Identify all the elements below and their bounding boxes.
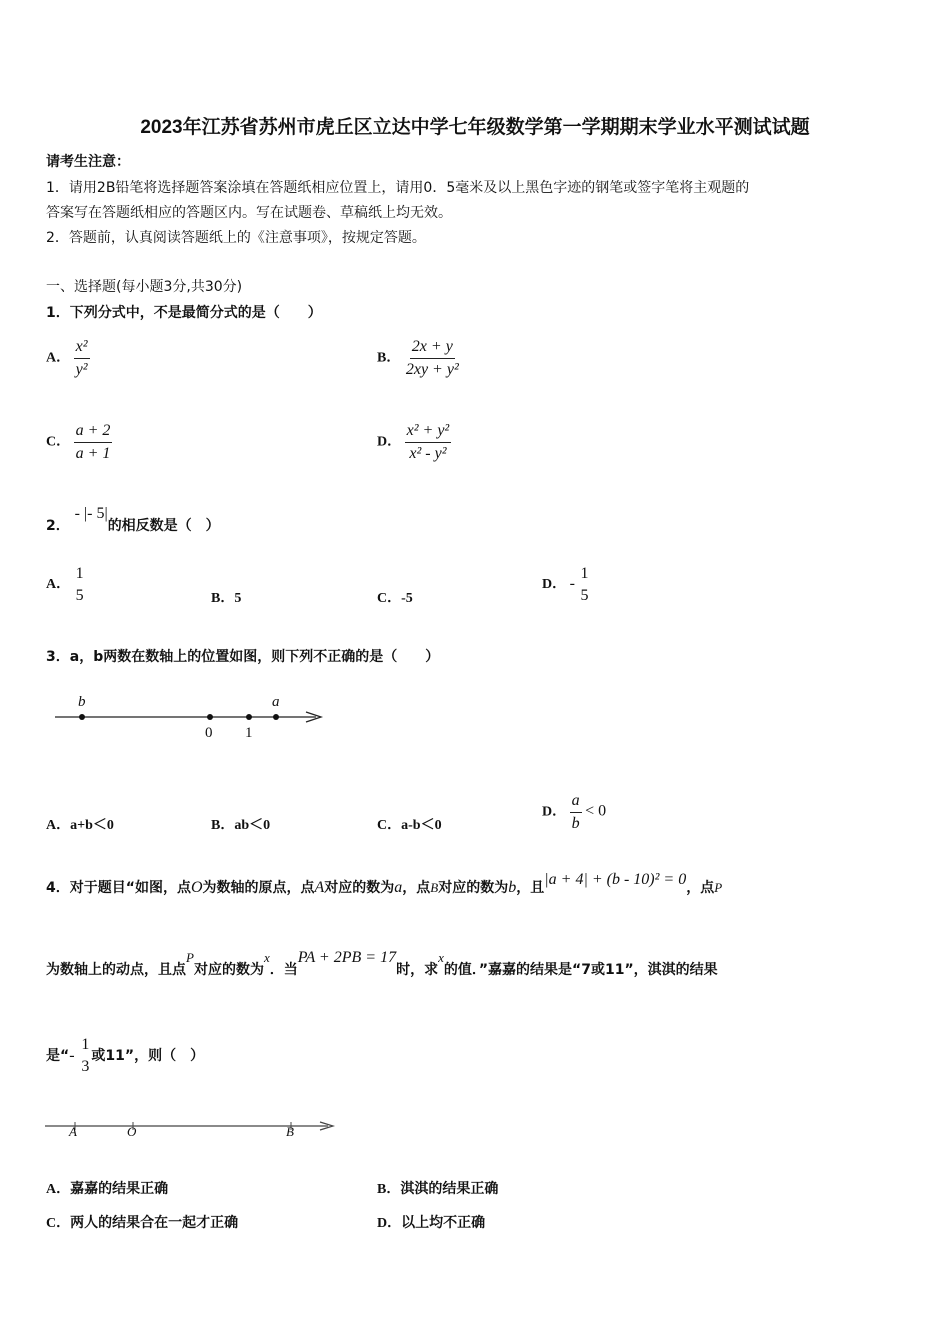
fraction: 1 5: [75, 565, 84, 604]
option-label: C．: [377, 591, 402, 606]
q4-option-d[interactable]: [377, 1212, 485, 1232]
q4-option-b[interactable]: [377, 1178, 498, 1198]
option-label: C．: [377, 818, 402, 833]
option-label: B．: [211, 818, 235, 833]
page-title: 2023年江苏省苏州市虎丘区立达中学七年级数学第一学期期末学业水平测试试题: [140, 117, 810, 138]
option-label: D．: [377, 1216, 402, 1231]
fraction: $\frac{\text{x² + y²}}{\text{x² - y²}}$: [406, 422, 450, 462]
option-label: C．: [46, 1216, 71, 1231]
axis-label-O: O: [127, 1124, 137, 1139]
option-text: 淇淇的结果正确: [400, 1182, 499, 1197]
section-heading: 一、选择题(每小题3分,共30分): [46, 279, 243, 295]
option-text: -5: [401, 591, 413, 606]
q3-option-d[interactable]: [542, 792, 606, 833]
axis-label-B: B: [286, 1124, 294, 1139]
option-text: ab＜0: [234, 818, 271, 833]
notice-line-2: 答案写在答题纸相应的答题区内。写在试题卷、草稿纸上均无效。: [46, 205, 452, 221]
option-label: D．: [542, 577, 567, 593]
option-text: 5: [234, 591, 242, 606]
axis-label-zero: 0: [205, 725, 213, 741]
inequality: < 0: [585, 802, 607, 820]
fraction: $\frac{a}{b}$: [571, 792, 580, 832]
axis-label-A: A: [69, 1124, 77, 1139]
notice-heading: 请考生注意：: [46, 154, 130, 170]
option-text: 以上均不正确: [401, 1216, 486, 1231]
option-label: C．: [46, 434, 71, 450]
q4-line-3: 是“- 1 3 或11”，则（ ）: [46, 1036, 205, 1075]
option-label: A．: [46, 1182, 71, 1197]
minus-sign: -: [569, 575, 575, 593]
q4-option-a[interactable]: [46, 1178, 168, 1198]
option-label: A．: [46, 818, 71, 833]
condition-expression: |a + 4| + (b - 10)² = 0: [544, 871, 687, 888]
option-text: a+b＜0: [70, 818, 114, 833]
notice-line-1: 1．请用2B铅笔将选择题答案涂填在答题纸相应位置上，请用0．5毫米及以上黑色字迹的钢笔或签字笔将主观题的: [46, 180, 750, 196]
option-text: 两人的结果合在一起才正确: [70, 1216, 239, 1231]
q3-option-c[interactable]: [377, 814, 442, 834]
q3-stem: 3．a，b两数在数轴上的位置如图，则下列不正确的是（ ）: [46, 649, 440, 665]
equation: PA + 2PB = 17: [297, 949, 397, 966]
q2-expression: - |- 5|: [74, 505, 108, 522]
option-label: B．: [377, 350, 401, 366]
q3-option-b[interactable]: [211, 814, 270, 834]
point-a: [273, 714, 279, 720]
option-label: A．: [46, 350, 71, 366]
q2-number: 2．: [46, 518, 70, 534]
q4-line-1: 4．对于题目“如图，点O为数轴的原点，点A对应的数为a，点B对应的数为b，且|a + 4| + (b - 10)² = 0，点P: [46, 871, 723, 896]
q4-line-2: 为数轴上的动点，且点P对应的数为x．当PA + 2PB = 17时，求x的值．”嘉嘉的结果是“7或11”，淇淇的结果: [46, 949, 718, 978]
point-zero: [207, 714, 213, 720]
option-label: D．: [377, 434, 402, 450]
option-label: B．: [211, 591, 235, 606]
axis-label-one: 1: [245, 725, 253, 741]
fraction: $\frac{\text{x²}}{\text{y²}}$: [75, 338, 88, 378]
option-text: a-b＜0: [401, 818, 442, 833]
fraction: 1 3: [81, 1036, 90, 1075]
point-one: [246, 714, 252, 720]
point-b: [79, 714, 85, 720]
option-label: A．: [46, 577, 71, 593]
q3-option-a[interactable]: [46, 814, 114, 834]
q1-stem: 1．下列分式中，不是最简分式的是（ ）: [46, 305, 322, 321]
q4-option-c[interactable]: [46, 1212, 238, 1232]
option-text: 嘉嘉的结果正确: [70, 1182, 169, 1197]
axis-label-b: b: [78, 694, 86, 710]
fraction: $\frac{2x + y}{\text{2xy + y²}}$: [405, 338, 459, 378]
q2-text: 的相反数是（ ）: [107, 518, 220, 534]
axis-label-a: a: [272, 694, 280, 710]
fraction: 1 5: [580, 565, 589, 604]
fraction: $\frac{a + 2}{a + 1}$: [75, 422, 111, 462]
option-label: B．: [377, 1182, 401, 1197]
notice-line-3: 2．答题前，认真阅读答题纸上的《注意事项》，按规定答题。: [46, 230, 426, 246]
q3-number-line: [55, 712, 321, 722]
option-label: D．: [542, 804, 567, 820]
